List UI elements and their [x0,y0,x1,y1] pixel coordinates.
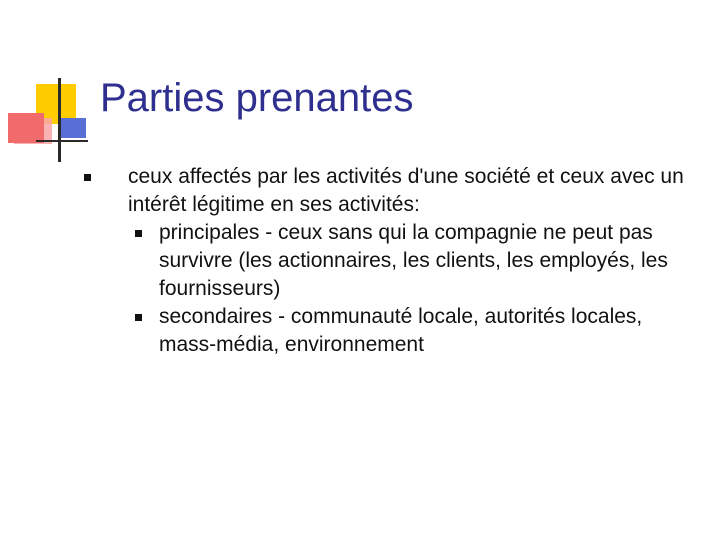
square-bullet-icon [84,174,91,181]
square-bullet-icon [135,314,142,321]
bullet-text: ceux affectés par les activités d'une société et ceux avec un intérêt légitime en ses activités: [128,165,684,216]
sub-bullet-text: principales - ceux sans qui la compagnie ne peut pas survivre (les actionnaires, les clients, les employés, les fournisseurs) [159,221,668,300]
sub-bullet-item [128,219,679,303]
logo-red-square [8,113,44,143]
logo-vertical-line [58,78,61,162]
sub-bullet-text: secondaires - communauté locale, autorités locales, mass-média, environnement [159,305,643,356]
sub-bullet-item [128,303,679,359]
logo-blue-square [60,118,86,138]
slide-title: Parties prenantes [100,76,414,120]
bullet-list [80,163,690,359]
bullet-item [80,163,690,359]
sub-bullet-list [128,219,690,359]
logo-horizontal-line [36,140,88,142]
square-bullet-icon [135,230,142,237]
